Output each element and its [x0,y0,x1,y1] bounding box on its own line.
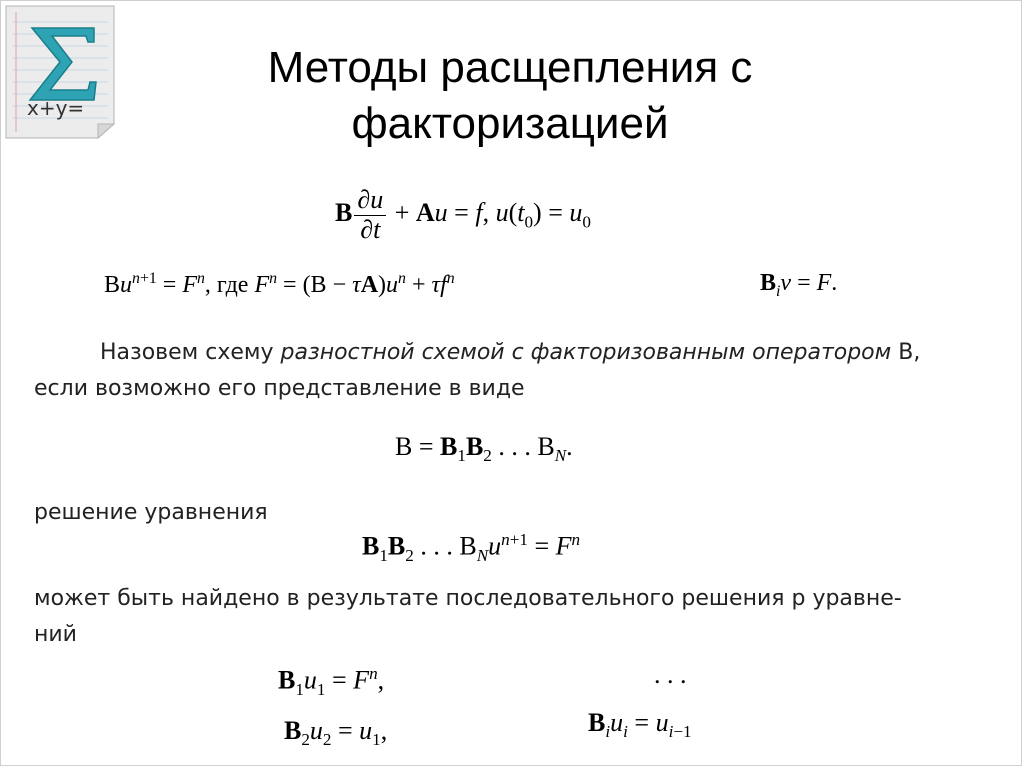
equation-step-2: $B_2u_2 = u_1$, [284,716,388,750]
page-title [120,40,900,152]
equation-step-i: $B_iu_i = u_{i-1}$ [588,708,692,742]
equation-step-1: $B_1u_1 = F^n$, [278,664,385,699]
where-word: где [216,272,249,298]
title-line-2: факторизацией [351,99,669,148]
title-line-1: Методы расщепления с [267,43,753,92]
logo-caption: x+y= [27,96,85,120]
result-text-line-1: может быть найдено в результате последовательного решения p уравне- [34,586,902,611]
intro-text-line-2: если возможно его представление в виде [34,376,525,401]
equation-bi: $B_iv = F$. [760,270,838,300]
equation-product: $B_1B_2$ . . . $B_Nu^{n+1} = F^n$ [362,530,581,565]
equation-factorization: $B = B_1B_2$ . . . $B_N$. [395,432,573,466]
equation-main: B $\frac{\partial u}{\partial t}$ + Au = f, $u(t_0) = u_0$ [335,185,591,244]
equation-scheme: $Bu^{n+1} = F^n$, где $F^n = (B - \tau A)u^n + \tau f^n$ [104,270,455,298]
ellipsis: . . . [654,660,687,689]
intro-text-line-1: Назовем схему разностной схемой с факторизованным оператором B, [100,340,921,365]
result-text-line-2: ний [34,622,77,647]
solution-text: решение уравнения [34,500,268,525]
